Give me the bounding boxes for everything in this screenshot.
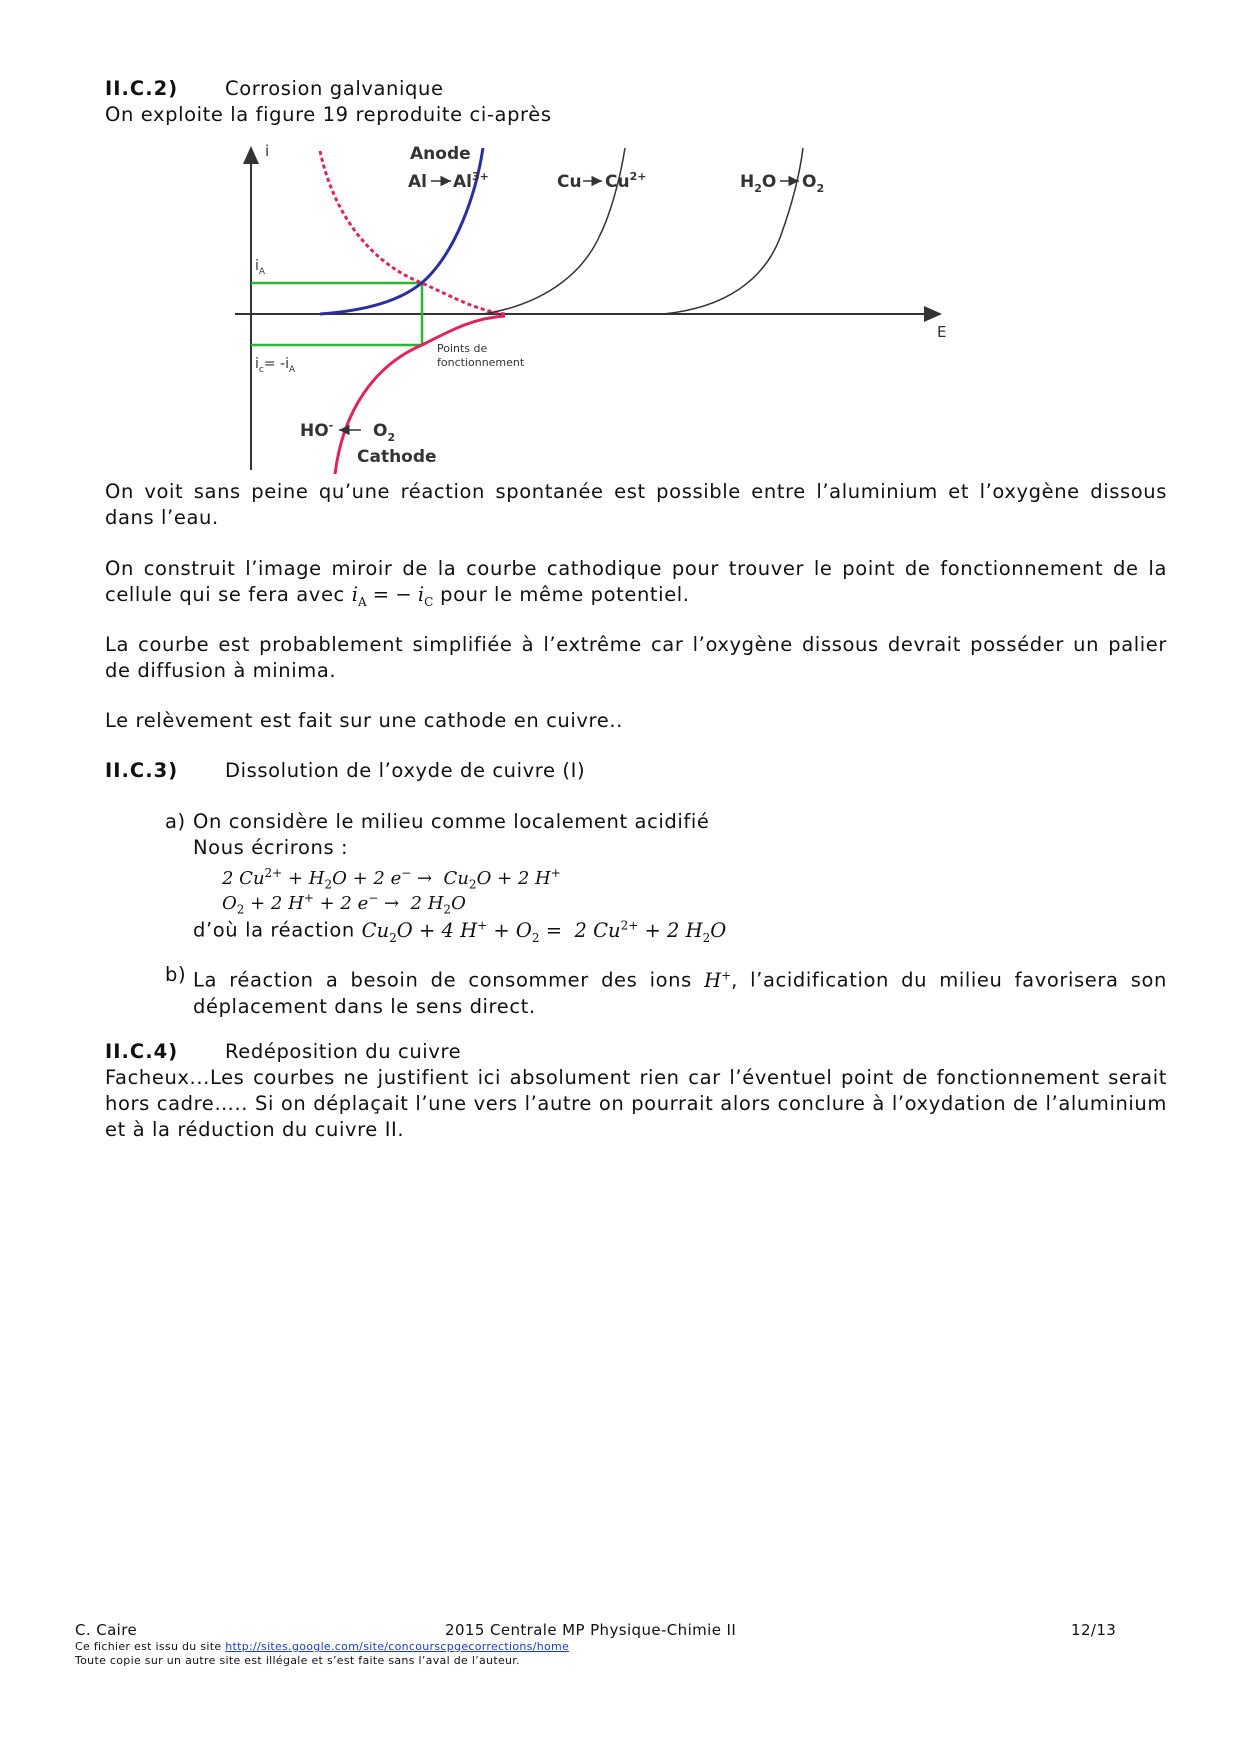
h-plus: H+ bbox=[704, 968, 732, 992]
item-a-line1: On considère le milieu comme localement acidifié bbox=[193, 810, 710, 833]
anode-label: Anode bbox=[410, 144, 471, 164]
item-a-reaction bbox=[193, 912, 726, 950]
item-b-text bbox=[193, 962, 1167, 1020]
h2o-sub: 2 bbox=[754, 182, 762, 195]
equation-2: $O_2 + 2$ H+ + 2 e− → 2 $H_2O$ bbox=[222, 891, 466, 917]
h2o-h: H bbox=[740, 172, 755, 192]
section-heading-ii-c-3 bbox=[105, 758, 585, 784]
svg-text:iA bbox=[255, 258, 266, 277]
section-heading-ii-c-2 bbox=[105, 76, 444, 102]
paragraph-simplified: La courbe est probablement simplifiée à l’extrême car l’oxygène dissous devrait posséder un palier de diffusion à minima. bbox=[105, 633, 1167, 682]
footer-source-link[interactable]: http://sites.google.com/site/concourscpgecorrections/home bbox=[225, 1640, 570, 1653]
o2-top-sub: 2 bbox=[816, 182, 825, 195]
h2o-curve bbox=[663, 148, 803, 314]
footer-page-number: 12/13 bbox=[1071, 1621, 1117, 1639]
ic-i: i bbox=[255, 356, 259, 372]
footer-source bbox=[75, 1640, 569, 1654]
ic-eq-sub: A bbox=[288, 365, 296, 375]
ho-label: HO bbox=[300, 421, 329, 441]
ia-sub: A bbox=[258, 267, 266, 277]
svg-text:HO- bbox=[300, 419, 333, 441]
i-axis-label: i bbox=[265, 142, 270, 160]
section-title: Redéposition du cuivre bbox=[225, 1040, 462, 1063]
e-axis-label: E bbox=[937, 323, 947, 341]
svg-text:Cu2+ bbox=[605, 170, 646, 192]
footer-source-prefix: Ce fichier est issu du site bbox=[75, 1640, 222, 1653]
cu-curve bbox=[483, 148, 625, 314]
ia-i: i bbox=[255, 258, 259, 274]
points-label-line1: Points de bbox=[437, 342, 488, 355]
svg-text:O2 bbox=[802, 172, 824, 195]
item-b-marker: b) bbox=[165, 963, 187, 986]
ho-charge: - bbox=[328, 419, 334, 432]
section-title: Dissolution de l’oxyde de cuivre (I) bbox=[225, 759, 586, 782]
footer-copyright: Toute copie sur un autre site est illégale et s’est faite sans l’aval de l’auteur. bbox=[75, 1654, 520, 1667]
paragraph-spontaneous: On voit sans peine qu’une réaction spontanée est possible entre l’aluminium et l’oxygène dissous dans l’eau. bbox=[105, 480, 1167, 529]
reaction-prefix: d’où la réaction bbox=[193, 918, 355, 942]
ic-sub: c bbox=[258, 365, 264, 375]
svg-text:ic= -iA bbox=[255, 356, 296, 375]
al-label: Al bbox=[408, 172, 427, 192]
svg-text:Al3+ bbox=[453, 170, 489, 192]
paragraph-cathode: Le relèvement est fait sur une cathode en cuivre.. bbox=[105, 709, 623, 732]
section-number: II.C.2) bbox=[105, 77, 179, 100]
item-a-line2: Nous écrirons : bbox=[193, 836, 349, 859]
global-reaction: $Cu_2O + 4$ $H^+ + O_2 = 2$ $Cu^{2+} + 2$ $H_2O$ bbox=[361, 918, 727, 945]
section-title: Corrosion galvanique bbox=[225, 77, 444, 100]
svg-text:O2 bbox=[373, 421, 395, 444]
ic-eq: = -i bbox=[263, 356, 289, 372]
footer-title: 2015 Centrale MP Physique-Chimie II bbox=[445, 1621, 737, 1639]
al3-label: Al bbox=[453, 172, 472, 192]
points-label-line2: fonctionnement bbox=[437, 356, 525, 369]
footer-author: C. Caire bbox=[75, 1621, 138, 1639]
o2-cath-sub: 2 bbox=[387, 431, 396, 444]
paragraph-mirror-text: On construit l’image miroir de la courbe cathodique pour trouver le point de fonctionnement de la cellule qui se fera avec bbox=[105, 557, 1167, 606]
paragraph-mirror bbox=[105, 556, 1167, 615]
item-b-text-b: , l’acidification du milieu favorisera son déplacement dans le sens direct. bbox=[193, 968, 1167, 1018]
cu2-label: Cu bbox=[605, 172, 630, 192]
paragraph-mirror-tail: pour le même potentiel. bbox=[440, 583, 690, 606]
cu2-charge: 2+ bbox=[629, 170, 647, 183]
svg-text:H2O bbox=[740, 172, 776, 195]
o2-top-o: O bbox=[802, 172, 817, 192]
section-heading-ii-c-4 bbox=[105, 1039, 461, 1065]
figure-19-polarization-curves bbox=[225, 140, 965, 475]
cu-label: Cu bbox=[557, 172, 582, 192]
current-equation: $i_A$ = − $i_C$ bbox=[351, 583, 434, 609]
al3-charge: 3+ bbox=[471, 170, 489, 183]
section-number: II.C.3) bbox=[105, 759, 179, 782]
cathode-label: Cathode bbox=[357, 447, 437, 467]
o2-cath-o: O bbox=[373, 421, 388, 441]
paragraph-redeposition: Facheux...Les courbes ne justifient ici absolument rien car l’éventuel point de fonctionnement serait hors cadre….. Si on déplaçait l’une vers l’autre on pourrait alors conclure à l’oxydation de l’aluminium et à la réduction du cuivre II. bbox=[105, 1066, 1167, 1141]
item-b-text-a: La réaction a besoin de consommer des ions bbox=[193, 968, 692, 992]
intro-text: On exploite la figure 19 reproduite ci-après bbox=[105, 103, 552, 126]
section-number: II.C.4) bbox=[105, 1040, 179, 1063]
equation-1: 2 $Cu^{2+} + H_2O + 2$ $e^- \to Cu_2O + 2$ H+ bbox=[222, 866, 561, 892]
item-a-marker: a) bbox=[165, 810, 186, 833]
h2o-o: O bbox=[761, 172, 777, 192]
